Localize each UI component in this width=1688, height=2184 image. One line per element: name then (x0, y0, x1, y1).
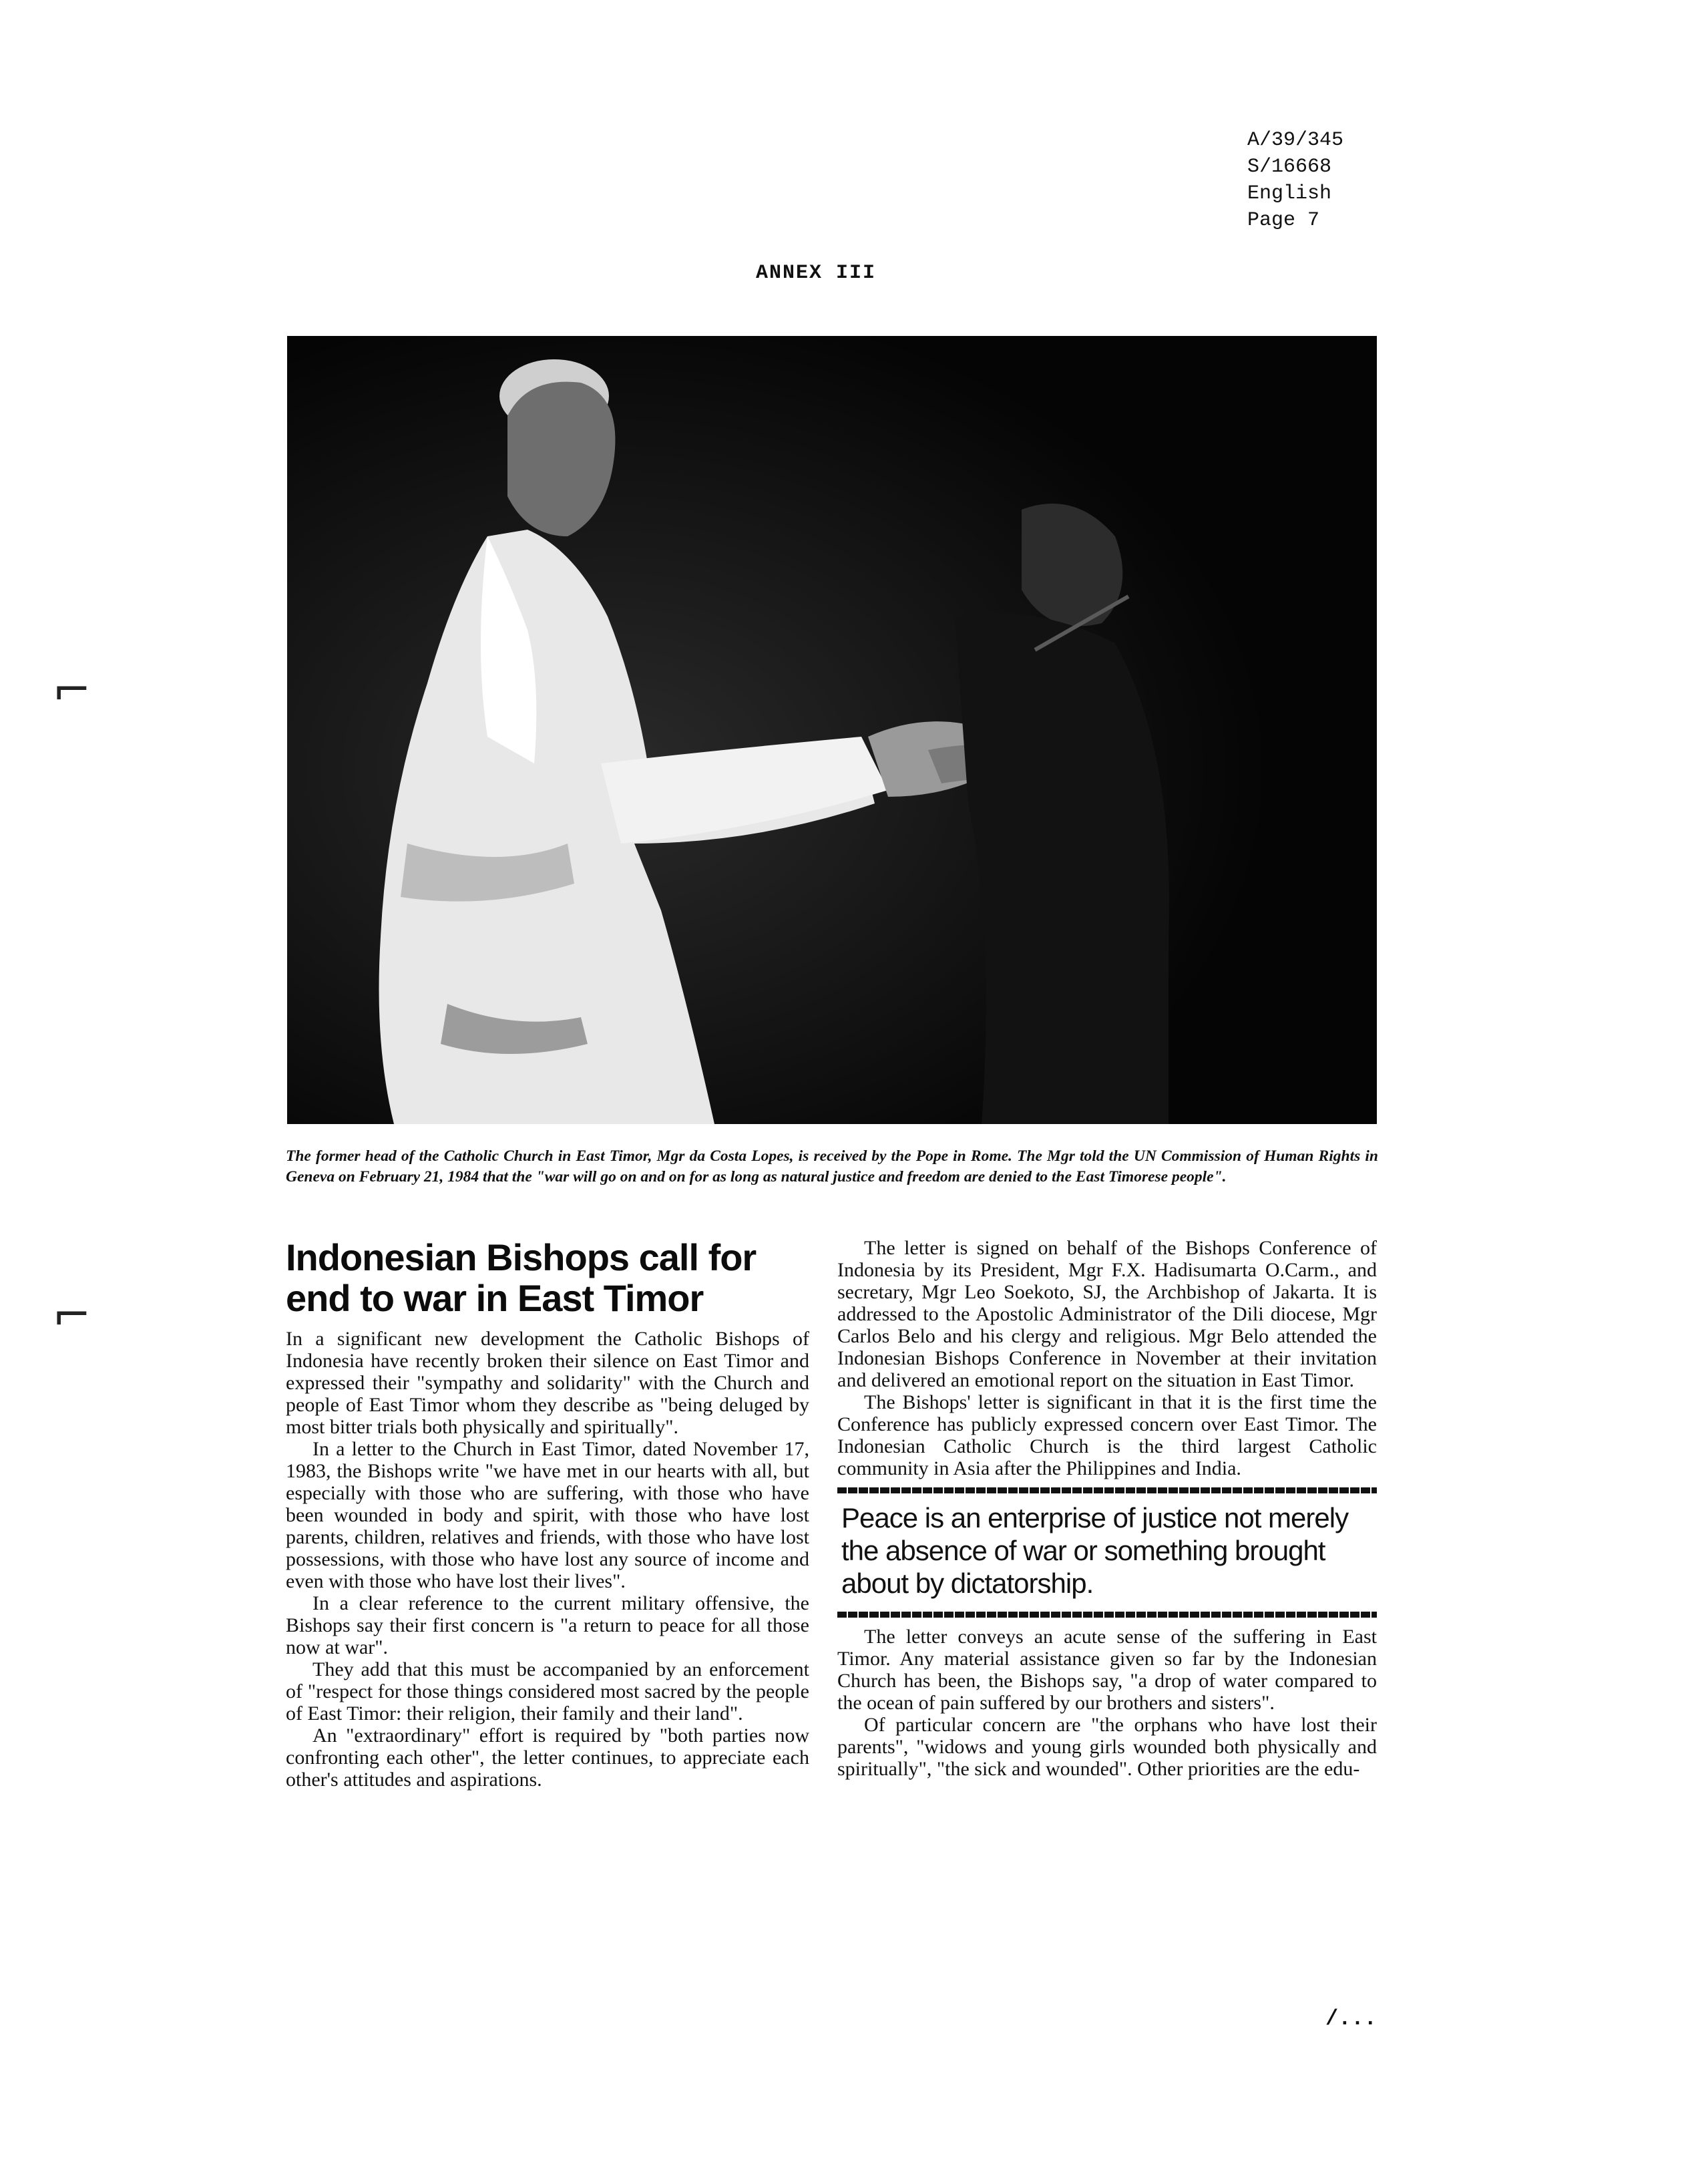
annex-title: ANNEX III (756, 262, 877, 285)
doc-language: English (1247, 182, 1332, 205)
scan-mark: ⌐ (52, 663, 91, 717)
paragraph: In a clear reference to the current military offensive, the Bishops say their first concern is "a return to peace for all those now at war". (286, 1592, 809, 1658)
photograph-icon (287, 336, 1377, 1124)
pull-quote: Peace is an enterprise of justice not merely the absence of war or something brought about by dictatorship. (841, 1502, 1349, 1599)
paragraph: They add that this must be accompanied by an enforcement of "respect for those things considered most sacred by the people of East Timor: their religion, their family and their land". (286, 1658, 809, 1724)
article-headline: Indonesian Bishops call for end to war in East Timor (286, 1236, 757, 1319)
document-reference (1247, 127, 1343, 234)
paragraph: In a letter to the Church in East Timor, dated November 17, 1983, the Bishops write "we have met in our hearts with all, but especially with those who are suffering, with those who have been wounded in body and spirit, with those who have lost parents, children, relatives and friends, with those who have lost possessions, with those who have lost any source of income and even with those who have lost their lives". (286, 1438, 809, 1592)
divider-rule (837, 1612, 1377, 1618)
news-photo (287, 336, 1377, 1124)
paragraph: An "extraordinary" effort is required by "both parties now confronting each other", the letter continues, to appreciate each other's attitudes and aspirations. (286, 1724, 809, 1791)
continuation-marker: /... (1325, 2006, 1377, 2031)
paragraph: The Bishops' letter is significant in that it is the first time the Conference has publicly expressed concern over East Timor. The Indonesian Catholic Church is the third largest Catholic community in Asia after the Philippines and India. (837, 1391, 1377, 1479)
article-body-right-top (837, 1237, 1377, 1479)
page-number: Page 7 (1247, 209, 1320, 232)
divider-rule (837, 1487, 1377, 1493)
article-body-right-bottom (837, 1626, 1377, 1780)
article-right-column (837, 1237, 1377, 1780)
paragraph: Of particular concern are "the orphans who have lost their parents", "widows and young girls wounded both physically and spiritually", "the sick and wounded". Other priorities are the edu- (837, 1714, 1377, 1780)
scan-mark: ⌐ (52, 1288, 91, 1342)
article-left-column (286, 1237, 809, 1791)
paragraph: The letter conveys an acute sense of the suffering in East Timor. Any material assistance given so far by the Indonesian Church has been, the Bishops say, "a drop of water compared to the ocean of pain suffered by our brothers and sisters". (837, 1626, 1377, 1714)
paragraph: The letter is signed on behalf of the Bishops Conference of Indonesia by its President, Mgr F.X. Hadisumarta O.Carm., and secretary, Mgr Leo Soekoto, SJ, the Archbishop of Jakarta. It is addressed to the Apostolic Administrator of the Dili diocese, Mgr Carlos Belo and his clergy and religious. Mgr Belo attended the Indonesian Bishops Conference in November at their invitation and delivered an emotional report on the situation in East Timor. (837, 1237, 1377, 1391)
doc-symbol-security-council: S/16668 (1247, 156, 1332, 178)
article-body-left (286, 1328, 809, 1791)
paragraph: In a significant new development the Catholic Bishops of Indonesia have recently broken their silence on East Timor and expressed their "sympathy and solidarity" with the Church and people of East Timor whom they describe as "being deluged by most bitter trials both physically and spiritually". (286, 1328, 809, 1438)
doc-symbol-general-assembly: A/39/345 (1247, 129, 1344, 152)
photo-caption: The former head of the Catholic Church in East Timor, Mgr da Costa Lopes, is received by the Pope in Rome. The Mgr told the UN Commission of Human Rights in Geneva on February 21, 1984 that the "war will go on and on for as long as natural justice and freedom are denied to the East Timorese people". (286, 1147, 1378, 1186)
